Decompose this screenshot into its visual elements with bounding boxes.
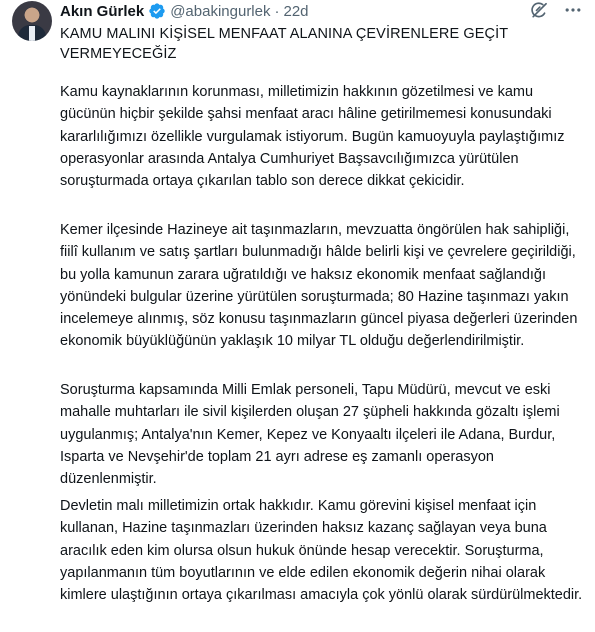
verified-badge-icon[interactable] [148,2,166,20]
tweet-headline: KAMU MALINI KİŞİSEL MENFAAT ALANINA ÇEVİRENLERE GEÇİT VERMEYECEĞİZ [60,26,508,62]
tweet-paragraph-3: Soruşturma kapsamında Milli Emlak personeli, Tapu Müdürü, mevcut ve eski mahalle muhtarları ile sivil kişilerden oluşan 27 şüpheli hakkında gözaltı işlemi uygulanmış; Antalya'nın Kemer, Kepez ve Konyaaltı ilçeleri ile Adana, Burdur, Isparta ve Nevşehir'de toplam 21 ayrı adrese eş zamanlı operasyon düzenlenmiştir. [60,382,560,488]
avatar[interactable] [12,1,52,41]
author-name[interactable]: Akın Gürlek [60,2,145,20]
more-options-icon[interactable] [563,0,583,20]
tweet-actions [529,0,583,20]
tweet-paragraph-4: Devletin malı milletimizin ortak hakkıdır. Kamu görevini kişisel menfaat için kullanan, Hazine taşınmazları üzerinden haksız kazanç sağlayan veya buna aracılık eden kim olursa olsun hukuk önünde hesap verecektir. Soruşturma, yapılanmanın tüm boyutlarının ve elde edilen ekonomik değerin nihai olarak kimlere ulaştığının ortaya çıkarılması amacıyla çok yönlü olarak sürdürülmektedir. [60,498,583,604]
author-handle[interactable]: @abakingurlek [170,2,271,20]
tweet-paragraph-2: Kemer ilçesinde Hazineye ait taşınmazların, mevzuatta öngörülen hak sahipliği, fiilî kullanım ve satış şartları bulunmadığı hâlde belirli kişi ve çevrelere geçirildiği, bu yolla kamunun zarara uğratıldığı ve haksız ekonomik menfaat sağlandığı yönündeki bulgular üzerine yürütülen soruşturmada; 80 Hazine taşınmazı yakın incelemeye alınmış, söz konusu taşınmazların güncel piyasa değerleri üzerinden ekonomik büyüklüğünün yaklaşık 10 milyar TL olduğu değerlendirilmiştir. [60,222,578,350]
tweet-header [60,1,583,21]
timestamp[interactable]: 22d [283,2,309,20]
tweet-paragraph-1: Kamu kaynaklarının korunması, milletimizin hakkının gözetilmesi ve kamu gücünün hiçbir şekilde şahsi menfaat aracı hâline getirilmemesi konusundaki kararlılığımızı özellikle vurgulamak istiyorum. Bugün kamuoyuyla paylaştığımız operasyonlar arasında Antalya Cumhuriyet Başsavcılığımızca yürütülen soruşturmada ortaya çıkarılan tablo son derece dikkat çekicidir. [60,84,565,190]
avatar-shirt [29,26,35,41]
separator-dot: · [274,2,280,20]
grok-icon[interactable] [529,0,549,20]
